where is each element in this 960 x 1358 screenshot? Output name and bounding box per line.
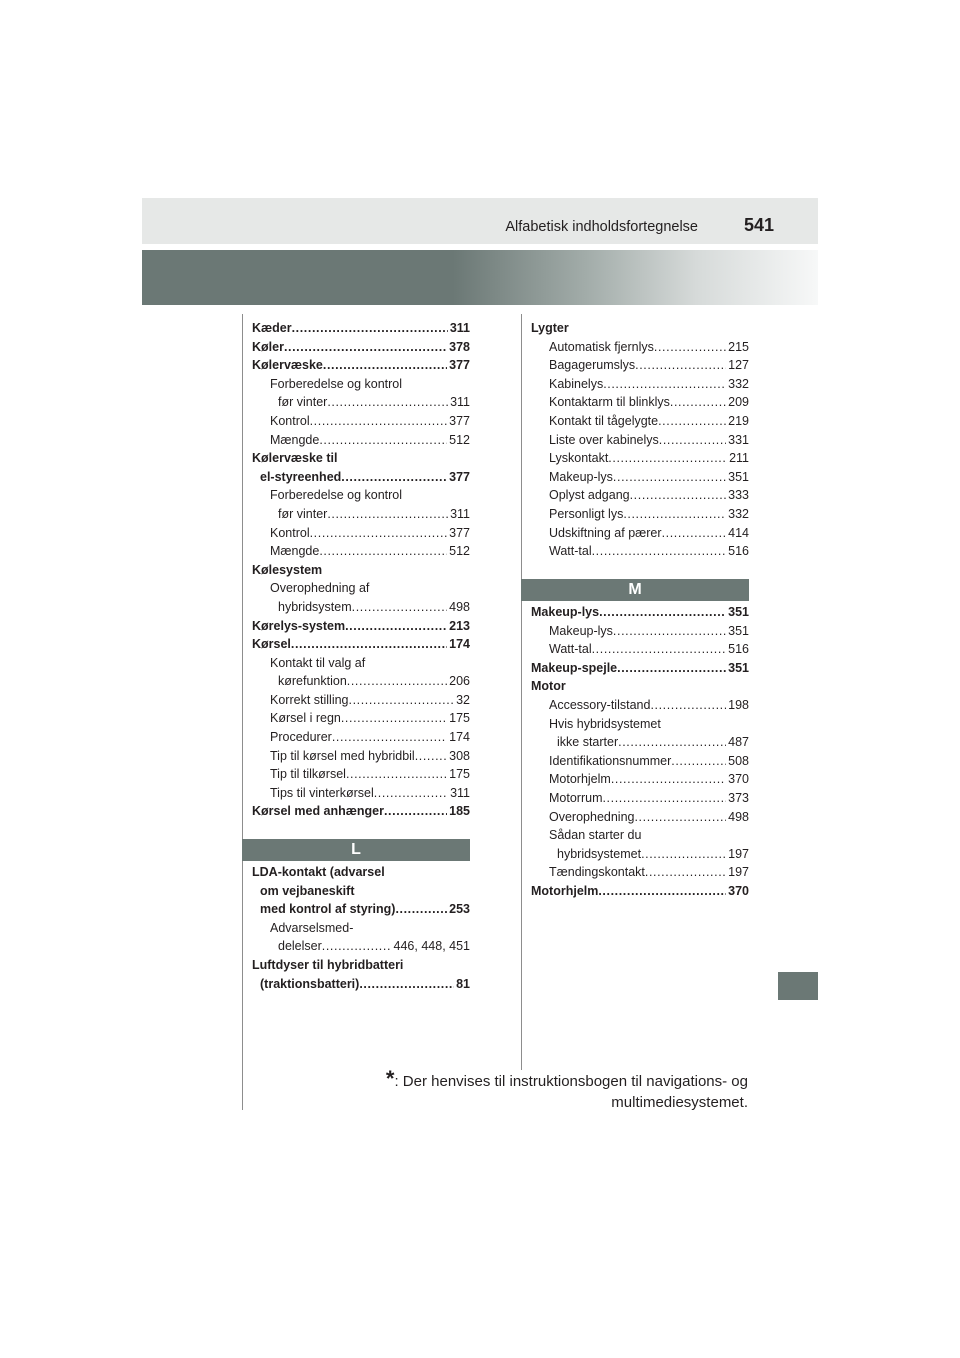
dot-leader [603, 375, 726, 394]
index-entry: Overophedning af [270, 581, 370, 596]
index-entry-page: 197 [728, 846, 749, 861]
dot-leader [618, 733, 726, 752]
index-entry-page: 198 [728, 697, 749, 712]
index-entry-term: Udskiftning af pærer [549, 525, 662, 540]
index-entry-page: 512 [449, 432, 470, 447]
index-entry [252, 975, 470, 994]
index-entry-term: før vinter [278, 395, 328, 410]
index-entry-page: 370 [728, 883, 749, 898]
index-entry: Lygter [531, 321, 569, 335]
index-entry [531, 863, 749, 882]
index-entry-page: 370 [728, 772, 749, 787]
index-entry [252, 617, 470, 636]
index-list-lygter [531, 319, 749, 561]
index-entry-page: 174 [449, 637, 470, 652]
page-header [142, 198, 818, 244]
dot-leader [284, 338, 447, 357]
index-entry-term: Kæder [252, 321, 292, 335]
index-entry [252, 505, 470, 524]
index-entry: LDA-kontakt (advarsel [252, 865, 385, 879]
index-entry-term: Overophedning [549, 809, 635, 824]
index-entry [252, 747, 470, 766]
index-entry-term: Watt-tal [549, 642, 592, 657]
index-entry-page: 311 [450, 506, 470, 521]
index-entry-term: Lyskontakt [549, 451, 609, 466]
index-entry [531, 468, 749, 487]
index-entry-page: 377 [449, 358, 470, 373]
dot-leader [659, 431, 726, 450]
index-entry-page: 215 [728, 339, 749, 354]
dot-leader [592, 640, 727, 659]
section-letter-m: M [521, 579, 749, 601]
dot-leader [319, 542, 447, 561]
index-entry-page: 213 [449, 618, 470, 633]
index-entry [252, 765, 470, 784]
index-entry-term: Kørsel [252, 637, 291, 652]
index-entry: Advarselsmed- [270, 920, 354, 935]
index-entry [252, 412, 470, 431]
index-entry [252, 468, 470, 487]
index-entry-page: 446, 448, 451 [393, 939, 470, 954]
index-entry-page: 308 [449, 748, 470, 763]
index-entry-term: Kørsel med anhænger [252, 804, 384, 819]
index-entry [252, 937, 470, 956]
index-entry-term: Kørelys-system [252, 618, 346, 633]
column-divider-left [242, 314, 243, 1110]
index-entry-page: 487 [728, 735, 749, 750]
index-entry [252, 431, 470, 450]
dot-leader [359, 975, 454, 994]
index-entry-term: Kontaktarm til blinklys [549, 395, 670, 410]
column-divider-middle [521, 314, 522, 1070]
dot-leader [617, 659, 726, 678]
index-entry-term: Kontrol [270, 413, 310, 428]
index-column-1-l [252, 863, 470, 993]
index-entry [531, 524, 749, 543]
index-entry-page: 498 [728, 809, 749, 824]
index-list-l [252, 863, 470, 993]
page-number: 541 [743, 215, 774, 235]
index-entry-page: 174 [449, 730, 470, 745]
index-entry-term: Mængde [270, 432, 320, 447]
index-entry-page: 377 [449, 413, 470, 428]
index-entry-term: Liste over kabinelys [549, 432, 659, 447]
index-entry-term: kørefunktion [278, 674, 347, 689]
index-entry-page: 219 [728, 413, 749, 428]
dot-leader [291, 635, 447, 654]
index-entry [531, 622, 749, 641]
index-entry-page: 498 [449, 599, 470, 614]
index-entry [531, 808, 749, 827]
index-entry-term: Kontakt til tågelygte [549, 413, 659, 428]
dot-leader [341, 468, 447, 487]
index-entry-page: 206 [449, 674, 470, 689]
index-entry-page: 333 [728, 488, 749, 503]
index-entry [252, 784, 470, 803]
index-entry: Luftdyser til hybridbatteri [252, 957, 404, 972]
index-entry-term: Mængde [270, 544, 320, 559]
index-entry: Motor [531, 679, 566, 694]
index-thumb-tab [778, 972, 818, 1000]
index-entry-term: Makeup-lys [549, 623, 613, 638]
footnote-line-2: multimediesystemet. [611, 1094, 748, 1111]
index-entry [252, 728, 470, 747]
index-entry [252, 691, 470, 710]
index-entry-page: 185 [449, 804, 470, 819]
index-entry-page: 311 [450, 785, 470, 800]
dot-leader [323, 356, 447, 375]
index-entry-term: el-styreenhed [260, 469, 342, 484]
section-letter-l: L [242, 839, 470, 861]
index-entry-page: 197 [728, 865, 749, 880]
index-entry [531, 412, 749, 431]
footnote-line-1: : Der henvises til instruktionsbogen til navigations- og [394, 1073, 748, 1090]
index-entry-term: Identifikationsnummer [549, 753, 672, 768]
index-entry-page: 508 [728, 753, 749, 768]
dot-leader [670, 393, 726, 412]
index-entry-term: Watt-tal [549, 544, 592, 559]
index-column-1 [252, 319, 470, 821]
footnote-asterisk: * [385, 1066, 395, 1091]
index-list-m [531, 603, 749, 901]
index-entry-page: 377 [449, 469, 470, 484]
index-entry [252, 542, 470, 561]
dot-leader [613, 622, 726, 641]
dot-leader [598, 882, 726, 901]
index-entry-term: (traktionsbatteri) [260, 976, 360, 991]
index-entry [531, 789, 749, 808]
index-entry [531, 505, 749, 524]
dot-leader [310, 412, 448, 431]
index-entry [531, 659, 749, 678]
index-entry-term: før vinter [278, 506, 328, 521]
index-entry-page: 311 [450, 395, 470, 410]
index-entry [531, 696, 749, 715]
index-entry-page: 377 [449, 525, 470, 540]
dot-leader [611, 770, 726, 789]
index-column-2 [531, 319, 749, 561]
index-entry [531, 640, 749, 659]
index-entry-page: 127 [728, 358, 749, 373]
index-entry: om vejbaneskift [260, 883, 355, 898]
index-entry-page: 516 [728, 544, 749, 559]
dot-leader [341, 709, 447, 728]
dot-leader [634, 808, 726, 827]
index-entry-term: hybridsystemet [557, 846, 642, 861]
index-entry-page: 175 [449, 767, 470, 782]
index-entry [531, 752, 749, 771]
index-entry [531, 542, 749, 561]
dot-leader [349, 691, 455, 710]
index-entry-page: 378 [449, 339, 470, 354]
index-entry-page: 32 [456, 692, 470, 707]
index-entry [252, 635, 470, 654]
index-entry [252, 598, 470, 617]
index-entry-term: med kontrol af styring) [260, 902, 396, 917]
dot-leader [635, 356, 726, 375]
index-entry-term: Accessory-tilstand [549, 697, 651, 712]
index-entry: Forberedelse og kontrol [270, 488, 403, 503]
index-entry-page: 81 [456, 976, 470, 991]
index-entry-term: Makeup-spejle [531, 660, 618, 675]
index-entry [531, 393, 749, 412]
dot-leader [347, 672, 447, 691]
dot-leader [592, 542, 727, 561]
index-entry [252, 393, 470, 412]
index-entry-page: 351 [728, 660, 749, 675]
dot-leader [613, 468, 726, 487]
index-entry-page: 253 [449, 902, 470, 917]
dot-leader [671, 752, 726, 771]
index-list-k [252, 319, 470, 821]
index-entry-term: ikke starter [557, 735, 619, 750]
index-entry-page: 331 [728, 432, 749, 447]
dot-leader [641, 845, 726, 864]
index-entry-term: Procedurer [270, 730, 332, 745]
dot-leader [319, 431, 447, 450]
index-entry-term: Automatisk fjernlys [549, 339, 654, 354]
dot-leader [310, 524, 448, 543]
dot-leader [599, 603, 726, 622]
index-entry [531, 338, 749, 357]
index-entry-page: 351 [728, 605, 749, 619]
dot-leader [602, 789, 726, 808]
index-entry-page: 351 [728, 469, 749, 484]
index-entry [252, 319, 470, 338]
index-entry-term: Kontrol [270, 525, 310, 540]
index-entry [531, 733, 749, 752]
dot-leader [645, 863, 726, 882]
header-title: Alfabetisk indholdsfortegnelse [505, 219, 698, 235]
index-entry [531, 356, 749, 375]
dot-leader [658, 412, 726, 431]
index-entry-term: Korrekt stilling [270, 692, 349, 707]
index-entry [531, 486, 749, 505]
index-entry-term: Oplyst adgang [549, 488, 630, 503]
index-entry: Kølesystem [252, 562, 323, 577]
index-entry-term: Køler [252, 339, 284, 354]
index-entry: Kølervæske til [252, 451, 338, 466]
index-entry-page: 311 [449, 321, 470, 335]
dot-leader [332, 728, 447, 747]
dot-leader [650, 696, 726, 715]
dot-leader [395, 900, 447, 919]
dot-leader [415, 747, 447, 766]
index-entry [252, 709, 470, 728]
index-entry [252, 672, 470, 691]
index-column-2-m [531, 603, 749, 901]
index-entry-term: Motorhjelm [531, 883, 599, 898]
dot-leader [327, 505, 448, 524]
index-entry [531, 770, 749, 789]
index-entry-page: 373 [728, 790, 749, 805]
index-entry-page: 211 [729, 451, 749, 466]
dot-leader [322, 937, 392, 956]
dot-leader [662, 524, 727, 543]
index-entry-term: Tændingskontakt [549, 865, 645, 880]
index-entry-term: Kabinelys [549, 376, 604, 391]
index-entry [252, 524, 470, 543]
index-entry [252, 900, 470, 919]
footnote [385, 1066, 748, 1113]
dot-leader [327, 393, 448, 412]
dot-leader [374, 784, 448, 803]
index-entry-term: Makeup-lys [531, 605, 600, 619]
index-entry [531, 882, 749, 901]
dot-leader [292, 319, 448, 338]
index-entry-term: Tip til tilkørsel [270, 767, 346, 782]
dot-leader [630, 486, 727, 505]
index-entry: Hvis hybridsystemet [549, 716, 661, 731]
index-entry [252, 356, 470, 375]
dot-leader [352, 598, 448, 617]
index-entry-term: Bagagerumslys [549, 358, 636, 373]
index-entry-term: Tips til vinterkørsel [270, 785, 374, 800]
index-entry [531, 431, 749, 450]
index-entry: Sådan starter du [549, 828, 642, 843]
index-entry-page: 351 [728, 623, 749, 638]
index-entry [531, 375, 749, 394]
index-entry-term: Kølervæske [252, 358, 323, 373]
index-entry-term: Motorhjelm [549, 772, 611, 787]
dot-leader [384, 802, 447, 821]
dot-leader [623, 505, 726, 524]
index-entry [252, 802, 470, 821]
index-entry-term: Personligt lys [549, 506, 624, 521]
index-entry-page: 332 [728, 506, 749, 521]
index-entry-page: 512 [449, 544, 470, 559]
index-entry [531, 449, 749, 468]
index-entry-term: Motorrum [549, 790, 603, 805]
index-entry: Kontakt til valg af [270, 655, 366, 670]
index-entry [531, 845, 749, 864]
index-entry-term: delelser [278, 939, 322, 954]
index-entry-term: hybridsystem [278, 599, 352, 614]
index-entry-page: 332 [728, 376, 749, 391]
index-entry [252, 338, 470, 357]
index-entry-term: Makeup-lys [549, 469, 613, 484]
dot-leader [345, 617, 447, 636]
index-entry-page: 516 [728, 642, 749, 657]
index-entry-page: 414 [728, 525, 749, 540]
index-entry-page: 175 [449, 711, 470, 726]
dot-leader [346, 765, 447, 784]
index-entry: Forberedelse og kontrol [270, 376, 403, 391]
index-entry-page: 209 [728, 395, 749, 410]
index-entry [531, 603, 749, 622]
dot-leader [608, 449, 727, 468]
index-entry-term: Kørsel i regn [270, 711, 341, 726]
header-band [142, 250, 818, 305]
dot-leader [654, 338, 726, 357]
index-entry-term: Tip til kørsel med hybridbil [270, 748, 415, 763]
